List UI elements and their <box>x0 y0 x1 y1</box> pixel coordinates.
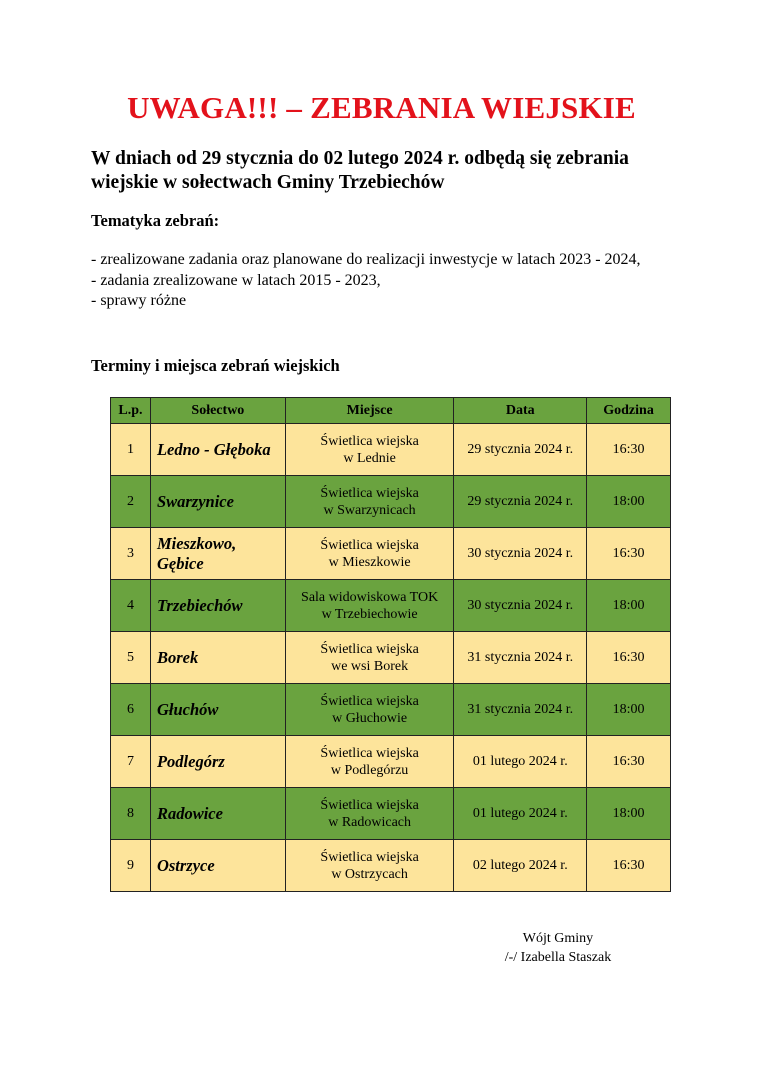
cell-village: Ostrzyce <box>150 840 285 892</box>
cell-date: 01 lutego 2024 r. <box>454 736 587 788</box>
cell-time: 16:30 <box>587 528 671 580</box>
column-header-place: Miejsce <box>285 398 454 424</box>
table-row <box>111 424 671 476</box>
cell-lp: 5 <box>111 632 151 684</box>
column-header-lp: L.p. <box>111 398 151 424</box>
cell-village: Ledno - Głęboka <box>150 424 285 476</box>
place-name: Świetlica wiejska <box>320 693 419 709</box>
place-location: w Podlegórzu <box>330 762 409 778</box>
cell-lp: 3 <box>111 528 151 580</box>
cell-village: Swarzynice <box>150 476 285 528</box>
table-row <box>111 476 671 528</box>
cell-place <box>285 528 454 580</box>
table-row <box>111 840 671 892</box>
table-row <box>111 528 671 580</box>
column-header-date: Data <box>454 398 587 424</box>
cell-date: 29 stycznia 2024 r. <box>454 424 587 476</box>
cell-date: 01 lutego 2024 r. <box>454 788 587 840</box>
cell-village: Głuchów <box>150 684 285 736</box>
table-row <box>111 632 671 684</box>
cell-village: Podlegórz <box>150 736 285 788</box>
table-row <box>111 684 671 736</box>
schedule-heading: Terminy i miejsca zebrań wiejskich <box>91 356 340 375</box>
place-location: w Trzebiechowie <box>321 606 418 622</box>
place-name: Świetlica wiejska <box>320 797 419 813</box>
place-location: w Radowicach <box>328 814 412 830</box>
place-name: Świetlica wiejska <box>320 485 419 501</box>
cell-time: 16:30 <box>587 736 671 788</box>
place-name: Świetlica wiejska <box>320 849 419 865</box>
cell-village: Radowice <box>150 788 285 840</box>
cell-village: Trzebiechów <box>150 580 285 632</box>
cell-place <box>285 476 454 528</box>
topic-item: - sprawy różne <box>91 292 187 309</box>
cell-date: 30 stycznia 2024 r. <box>454 580 587 632</box>
place-location: w Swarzynicach <box>323 502 416 518</box>
table-header-row <box>111 398 671 424</box>
cell-time: 18:00 <box>587 684 671 736</box>
table-row <box>111 788 671 840</box>
cell-date: 02 lutego 2024 r. <box>454 840 587 892</box>
place-name: Świetlica wiejska <box>320 745 419 761</box>
place-name: Sala widowiskowa TOK <box>301 589 439 605</box>
place-location: w Lednie <box>343 450 396 466</box>
signature-role: Wójt Gminy <box>522 931 594 946</box>
cell-village: Borek <box>150 632 285 684</box>
column-header-time: Godzina <box>587 398 671 424</box>
cell-village: Mieszkowo, Gębice <box>150 528 285 580</box>
cell-lp: 6 <box>111 684 151 736</box>
cell-lp: 1 <box>111 424 151 476</box>
cell-date: 31 stycznia 2024 r. <box>454 684 587 736</box>
cell-time: 16:30 <box>587 424 671 476</box>
cell-lp: 8 <box>111 788 151 840</box>
place-name: Świetlica wiejska <box>320 641 419 657</box>
cell-place <box>285 736 454 788</box>
place-location: w Ostrzycach <box>331 866 408 882</box>
place-name: Świetlica wiejska <box>320 433 419 449</box>
place-location: w Głuchowie <box>332 710 408 726</box>
place-location: w Mieszkowie <box>328 554 411 570</box>
cell-place <box>285 788 454 840</box>
cell-date: 31 stycznia 2024 r. <box>454 632 587 684</box>
page-title: UWAGA!!! – ZEBRANIA WIEJSKIE <box>127 90 636 125</box>
signature-block <box>478 929 638 967</box>
cell-time: 18:00 <box>587 788 671 840</box>
place-location: we wsi Borek <box>331 658 409 674</box>
signature-name: /-/ Izabella Staszak <box>504 950 612 965</box>
cell-time: 18:00 <box>587 580 671 632</box>
cell-lp: 4 <box>111 580 151 632</box>
cell-time: 16:30 <box>587 840 671 892</box>
column-header-village: Sołectwo <box>150 398 285 424</box>
cell-lp: 7 <box>111 736 151 788</box>
cell-time: 16:30 <box>587 632 671 684</box>
announcement-subtitle: W dniach od 29 stycznia do 02 lutego 2024 r. odbędą się zebrania wiejskie w sołectwach Gminy Trzebiechów <box>91 148 629 193</box>
topic-item: - zrealizowane zadania oraz planowane do realizacji inwestycje w latach 2023 - 2024, <box>91 251 641 268</box>
place-name: Świetlica wiejska <box>320 537 419 553</box>
cell-date: 29 stycznia 2024 r. <box>454 476 587 528</box>
cell-place <box>285 632 454 684</box>
cell-lp: 2 <box>111 476 151 528</box>
cell-time: 18:00 <box>587 476 671 528</box>
cell-place <box>285 580 454 632</box>
cell-place <box>285 840 454 892</box>
topic-item: - zadania zrealizowane w latach 2015 - 2023, <box>91 271 381 289</box>
table-row <box>111 736 671 788</box>
table-row <box>111 580 671 632</box>
topics-heading: Tematyka zebrań: <box>91 211 220 230</box>
topics-list <box>91 250 691 312</box>
cell-place <box>285 684 454 736</box>
schedule-table <box>110 397 671 892</box>
cell-place <box>285 424 454 476</box>
cell-date: 30 stycznia 2024 r. <box>454 528 587 580</box>
cell-lp: 9 <box>111 840 151 892</box>
